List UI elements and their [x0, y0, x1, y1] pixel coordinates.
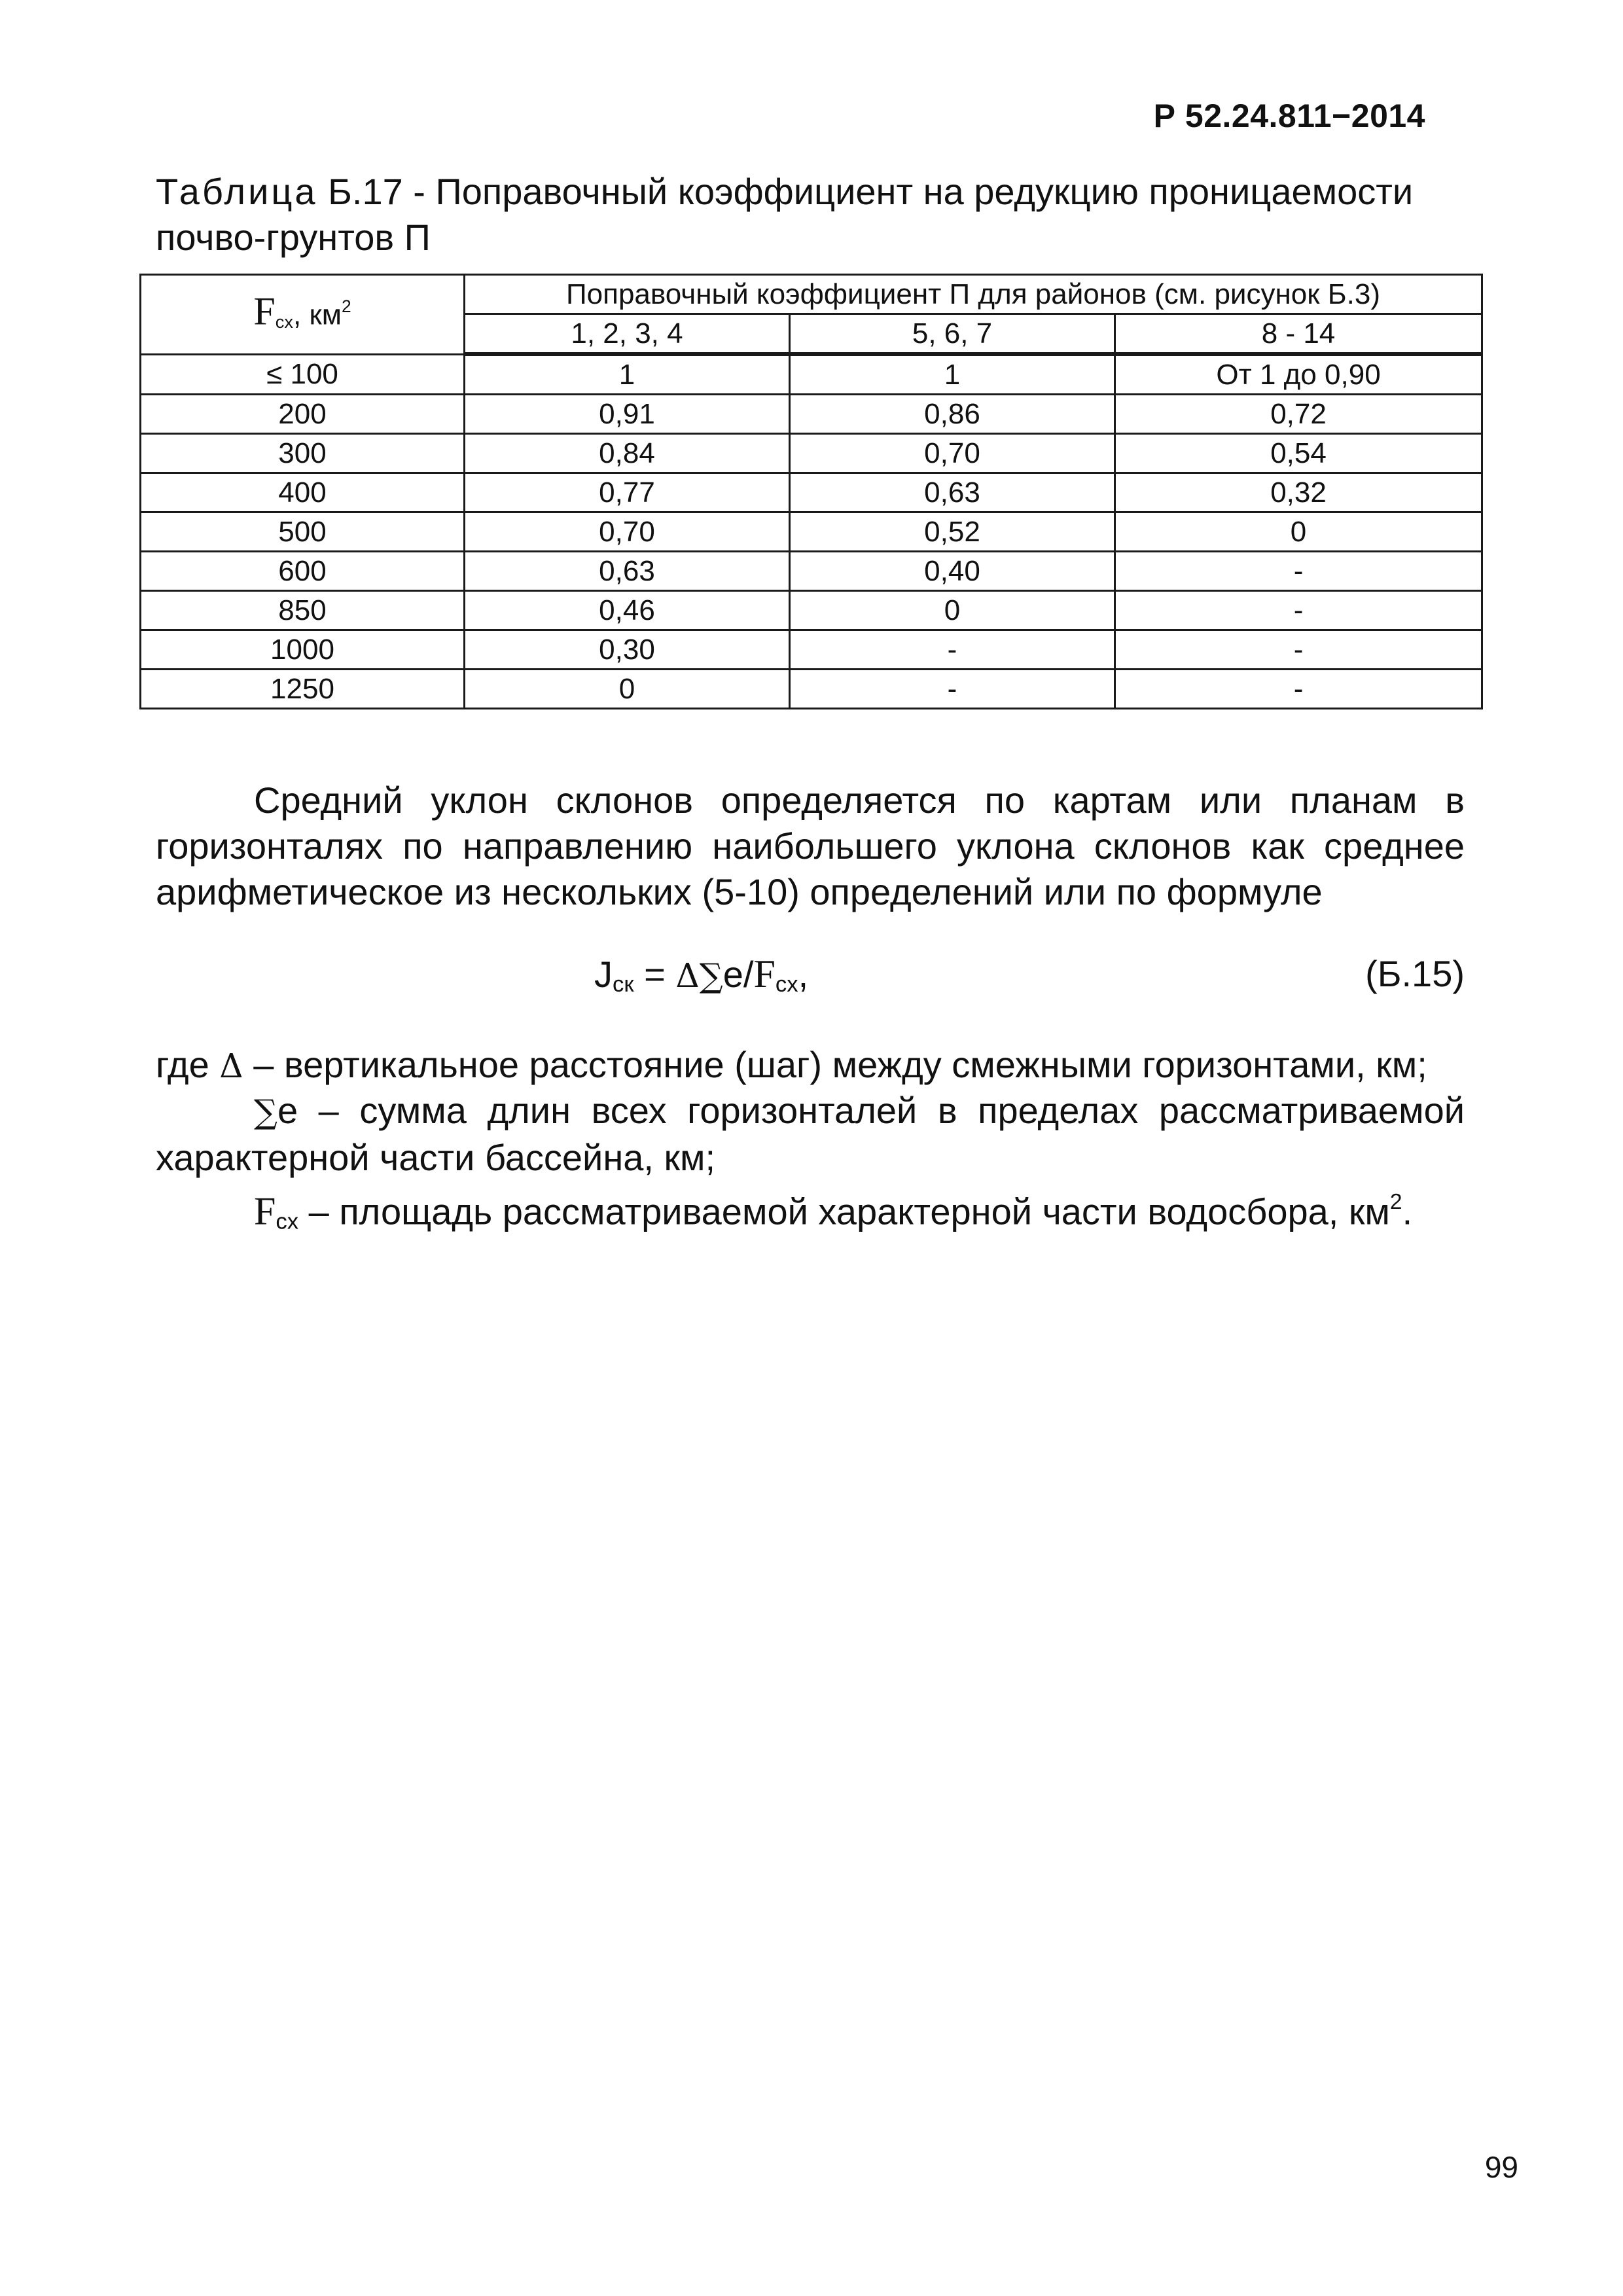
table-cell: От 1 до 0,90 [1115, 354, 1482, 395]
page-number: 99 [1484, 2150, 1518, 2184]
table-row [141, 354, 1482, 395]
table-row [141, 591, 1482, 630]
slope-formula [594, 948, 808, 1011]
where-sum-paragraph [156, 1088, 1465, 1181]
slope-paragraph: Средний уклон склонов определяется по картам или планам в горизонталях по направлению наибольшего уклона склонов как среднее арифметическое из нескольких (5-10) определений или по формуле [156, 780, 1465, 912]
document-code: Р 52.24.811−2014 [1153, 98, 1425, 134]
table-cell: - [1115, 591, 1482, 630]
table-cell: 0,84 [465, 434, 790, 473]
table-cell: 0 [790, 591, 1115, 630]
table-cell: 200 [141, 395, 465, 434]
table-caption-prefix: Таблица [156, 171, 318, 212]
formula-e: e/ [722, 954, 754, 995]
region-header: 8 - 14 [1115, 314, 1482, 355]
table-cell: 0,86 [790, 395, 1115, 434]
table-cell: 0,52 [790, 512, 1115, 552]
table-cell: 600 [141, 552, 465, 591]
table-row [141, 512, 1482, 552]
table-cell: 0,63 [465, 552, 790, 591]
table-cell: - [1115, 670, 1482, 709]
table-cell: 1 [465, 354, 790, 395]
table-cell: 0 [1115, 512, 1482, 552]
table-cell: 0,72 [1115, 395, 1482, 434]
formula-area-symbol: F [753, 952, 776, 996]
table-cell: 1000 [141, 630, 465, 670]
formula-area-subscript: сх [775, 971, 798, 997]
table-cell: 300 [141, 434, 465, 473]
table-row [141, 434, 1482, 473]
table-cell: 0,70 [465, 512, 790, 552]
table-cell: 0,70 [790, 434, 1115, 473]
area-unit: , км [293, 298, 342, 331]
table-cell: 1 [790, 354, 1115, 395]
table-row [141, 473, 1482, 512]
formula-lhs-subscript: ск [613, 971, 634, 997]
formula-number: (Б.15) [1365, 953, 1465, 994]
area-unit-superscript: 2 [1389, 1190, 1402, 1214]
table-row [141, 395, 1482, 434]
where-delta-text: – вертикальное расстояние (шаг) между смежными горизонтами, км; [243, 1044, 1427, 1085]
where-delta-line [156, 1042, 1465, 1089]
table-caption [156, 169, 1471, 260]
table-cell: 0,54 [1115, 434, 1482, 473]
table-cell: 0,63 [790, 473, 1115, 512]
sum-symbol: ∑ [254, 1092, 277, 1131]
table-caption-text: Б.17 - Поправочный коэффициент на редукцию проницаемости почво-грунтов П [156, 171, 1414, 258]
where-area-text: – площадь рассматриваемой характерной части водосбора, км [298, 1191, 1390, 1232]
table-cell: 400 [141, 473, 465, 512]
delta-symbol: Δ [675, 956, 700, 995]
area-symbol: F [254, 1189, 276, 1233]
table-cell: 850 [141, 591, 465, 630]
where-area-paragraph [156, 1179, 1465, 1244]
table-row [141, 630, 1482, 670]
table-row [141, 670, 1482, 709]
table-cell: 0,91 [465, 395, 790, 434]
table-cell: - [790, 630, 1115, 670]
table-cell: - [790, 670, 1115, 709]
table-cell: 0,46 [465, 591, 790, 630]
table-cell: 0,40 [790, 552, 1115, 591]
table-cell: 0,30 [465, 630, 790, 670]
area-unit-superscript: 2 [341, 296, 351, 317]
table-header-row [141, 275, 1482, 314]
area-symbol-subscript: сх [275, 312, 293, 332]
formula-comma: , [798, 954, 809, 995]
formula-line [156, 948, 1465, 1000]
table-cell: 0 [465, 670, 790, 709]
formula-equals: = [633, 954, 676, 995]
where-sum-text: e – сумма длин всех горизонталей в пределах рассматриваемой характерной части бассейна, км; [156, 1090, 1465, 1178]
table-cell: - [1115, 630, 1482, 670]
area-column-header [141, 275, 465, 355]
where-area-end: . [1402, 1191, 1413, 1232]
sum-symbol: ∑ [699, 956, 723, 995]
table-cell: 0,32 [1115, 473, 1482, 512]
table-row [141, 552, 1482, 591]
table-cell: 0,77 [465, 473, 790, 512]
table-cell: ≤ 100 [141, 354, 465, 395]
area-symbol: F [253, 289, 276, 333]
table-cell: 500 [141, 512, 465, 552]
table-cell: - [1115, 552, 1482, 591]
region-header: 5, 6, 7 [790, 314, 1115, 355]
table-cell: 1250 [141, 670, 465, 709]
where-prefix: где [156, 1044, 220, 1085]
coefficient-group-header: Поправочный коэффициент П для районов (см. рисунок Б.3) [465, 275, 1482, 314]
delta-symbol: Δ [219, 1047, 243, 1085]
region-header: 1, 2, 3, 4 [465, 314, 790, 355]
formula-lhs: J [594, 954, 613, 995]
area-subscript: сх [276, 1209, 299, 1234]
correction-coefficient-table [139, 274, 1483, 709]
